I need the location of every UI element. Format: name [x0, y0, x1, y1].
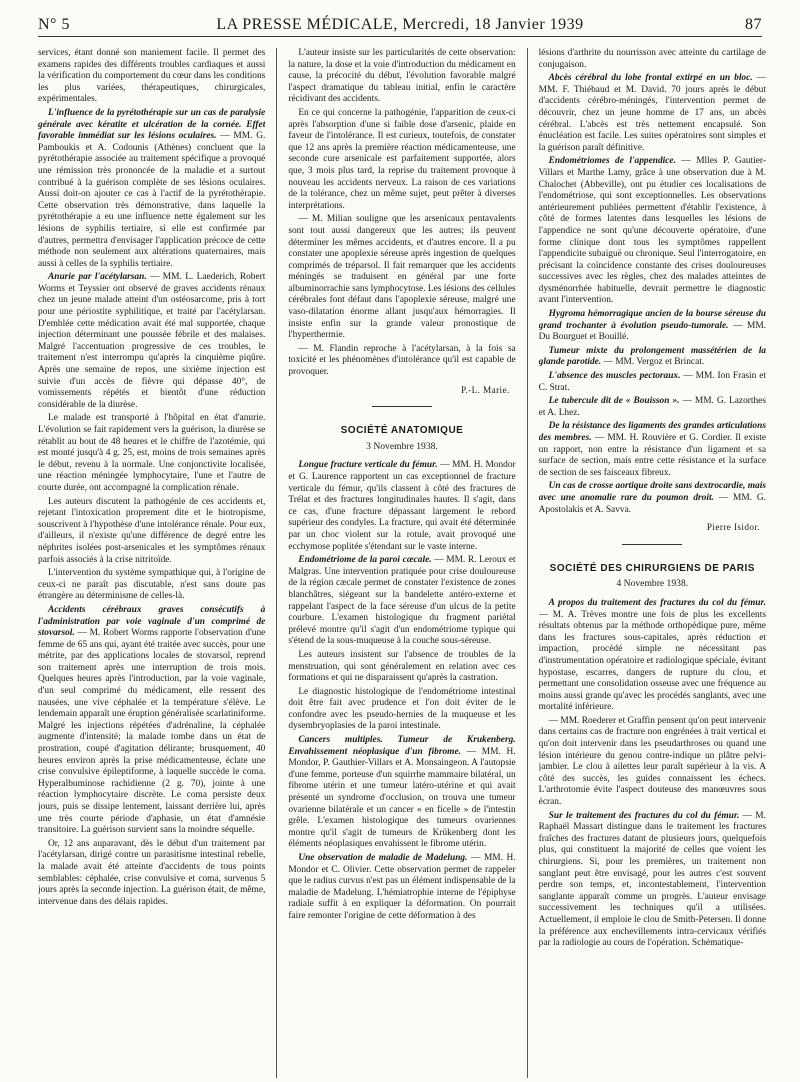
article-title: L'influence de la pyrétothérapie sur un cas de paralysie générale avec kératite et ulcération de la cornée. Effet favorable immédiat sur les lésions oculaires. — [38, 107, 266, 142]
article-text: — MM. G. Apostolakis et A. Savva. — [538, 492, 766, 515]
article-text: — MM. Vergoz et Brincat. — [603, 357, 705, 368]
article-title: Hygroma hémorragique ancien de la bourse séreuse du grand trochanter à évolution pseudo-tumorale. — [538, 309, 766, 331]
article-title: Endométriomes de l'appendice. — [548, 156, 676, 167]
article-title: Sur le traitement des fractures du col du fémur. — [548, 810, 740, 821]
article-endometriomes-appendice — [539, 156, 766, 307]
paragraph: — M. Milian souligne que les arsenicaux pentavalents sont tout aussi dangereux que les autres; ils peuvent déterminer les mêmes accidents, et d'autres encore. Il a pu constater une apoplexie séreuse après ingestion de quelques comprimés de tréparsol. Il fait remarquer que les accidents méningés se traduisent en général par une forte albuminorrachie sans lymphocytose. Les lésions des cellules cérébrales font défaut dans l'apoplexie séreuse, malgré une vaso-dilatation énorme allant jusqu'aux hémorragies. Il insiste enfin sur la grande valeur pronostique de l'hyperthermie. — [288, 214, 516, 341]
article-traitement-col — [539, 811, 766, 950]
journal-title: LA PRESSE MÉDICALE, Mercredi, 18 Janvier 1939 — [216, 16, 584, 33]
paragraph: Les auteurs discutent la pathogénie de ces accidents et, rejetant l'intoxication proprement dite et le biotropisme, souscrivent à l'hypothèse d'une intolérance rénale. Pour eux, d'ailleurs, il n'existe qu'une différence de degré entre les néphrites isolées post-arsenicales et les symptômes rénaux parfois associés à la crise nitritoïde. — [38, 496, 266, 565]
article-text: — MM. H. Mondor et C. Olivier. Cette observation permet de rappeler que le radius curvus n'est pas un élément indispensable de la maladie de Madelung. L'hémiatrophie interne de l'épiphyse radiale suffit à en expliquer la déformation. On pourrait faire remonter l'origine de cette déformation à des — [288, 853, 516, 921]
article-text: — MM. G. Pamboukis et A. Codounis (Athènes) concluent que la pyrétothérapie associée au traitement spécifique a provoqué une rémission très prononcée de la maladie et a surtout contribué à la guérison complète de ses lésions oculaires. Aussi doit-on ajouter ce cas à l'actif de la pyrétothérapie. Cette observation très démonstrative, dans laquelle la pyrétothérapie a eu une influence nette également sur les lésions de syphilis tertiaire, si elle est confirmée par d'autres, permettra d'envisager l'application précoce de cette méthode non seulement aux altérations quaternaires, mais aussi à celles de la syphilis tertiaire. — [38, 131, 266, 269]
section-separator — [372, 406, 432, 407]
article-endometriome — [288, 555, 515, 648]
article-title: Une observation de maladie de Madelung. — [298, 853, 468, 863]
article-title: Anurie par l'acétylarsan. — [48, 272, 147, 283]
paragraph: lésions d'arthrite du nourrisson avec atteinte du cartilage de conjugaison. — [538, 48, 766, 70]
article-text: — MM. G. Lazorthes et A. Lhez. — [538, 396, 766, 418]
article-fracture-femur — [288, 460, 515, 553]
article-pyretotherapie — [38, 108, 265, 270]
author-signature: P.-L. Marie. — [460, 384, 510, 395]
article-hygroma — [539, 309, 766, 344]
article-text: — MM. H. Mondor, P. Gauthier-Villars et A. Monsaingeon. A l'autopsie d'une femme, porteuse d'un squirrhe mammaire bilatéral, un fibrome utérin et une tumeur latéro-utérine et qui avait présenté un syndrome d'occlusion, on trouva une tumeur ovarienne bilatérale et un cancer « en ficelle » de l'intestin grêle. L'examen histologique des tumeurs ovariennes montre qu'il s'agit de tumeurs de Krükenberg dont les éléments néoplasiques envahissent le fibrome utérin. — [288, 746, 516, 850]
article-tumeur-mixte — [539, 346, 766, 369]
article-columns — [38, 48, 766, 1078]
paragraph: L'intervention du système sympathique qui, à l'origine de ceux-ci ne paraît pas discutable, n'est sans doute pas étrangère au déterminisme de celles-là. — [38, 568, 266, 602]
article-cancers-multiples — [288, 735, 515, 851]
paragraph: Le diagnostic histologique de l'endométriome intestinal doit être fait avec prudence et l'on doit éviter de le confondre avec les pseudo-hernies de la muqueuse et les dysembryoplasies de la paroi intestinale. — [288, 686, 516, 732]
article-title: De la résistance des ligaments des grandes articulations des membres. — [538, 421, 766, 443]
article-madelung — [288, 853, 515, 923]
column-divider — [276, 48, 277, 1078]
article-title: A propos du traitement des fractures du col du fémur. — [548, 597, 766, 608]
article-text: — MM. F. Thiébaud et M. David. 70 jours après le début d'accidents cérébro-méningés, l'intervention permet de découvrir, chez un jeune homme de 17 ans, un abcès cérébral. L'abcès est très nettement encapsulé. Son énucléation est facile. Les suites opératoires sont simples et la guérison paraît définitive. — [538, 73, 766, 153]
article-title: Endométriome de la paroi cæcale. — [298, 555, 432, 566]
article-ligaments — [539, 421, 766, 479]
article-text: — M. Robert Worms rapporte l'observation d'une femme de 65 ans qui, ayant été traitée avec succès, pour une métrite, par des applications locales de stovarsol, reprend son traitement après une interruption de trois mois. Quelques heures après l'introduction, par la voie vaginale, d'un seul comprimé du médicament, elle ressent des nausées, une vive céphalée et la température s'élève. Le lendemain apparaît une éruption généralisée scarlatiniforme. Malgré les injections répétées d'adrénaline, la céphalée augmente d'intensité; la malade tombe dans un état de prostration, coupé d'agitation délirante; brusquement, 40 heures environ après la prise médicamenteuse, éclate une crise convulsive épileptiforme, à laquelle succède le coma. Hyperalbuminose rachidienne (2 g. 70), jointe à une réaction lymphocytaire discrète. Le coma persiste deux jours, puis se dissipe lentement, laissant derrière lui, après une très courte période d'aphasie, un état d'amnésie transitoire. La guérison survient sans la moindre séquelle. — [38, 628, 266, 836]
paragraph: — M. Flandin reproche à l'acétylarsan, à la fois sa toxicité et les phénomènes d'intolérance qu'il est capable de provoquer. — [288, 343, 516, 378]
paragraph: Le malade est transporté à l'hôpital en état d'anurie. L'évolution se fait rapidement vers la guérison, la diurèse se rétablit au bout de 48 heures et le chiffre de l'azotémie, qui est monté jusqu'à 4 g. 25, est, moins de trois semaines après le début, revenu à la normale. Une conjonctivite localisée, une réaction méningée lymphocytaire, l'une et l'autre de courte durée, ont accompagné la complication rénale. — [38, 413, 266, 493]
article-text: — MM. Du Bourguet et Bouillé. — [538, 320, 766, 343]
article-fractures-col — [539, 598, 766, 714]
article-anurie — [38, 272, 265, 411]
paragraph: — MM. Roederer et Graffin pensent qu'on peut intervenir dans certains cas de fracture non engrénées à trait vertical et qu'on doit intervenir dans les pseudarthroses ou quand une lésion intérieure du genou contre-indique un plâtre pelvi-jambier. Le clou à ailettes leur paraît supérieur à la vis. A côté des succès, les guides connaissent les échecs. L'arthrotomie évite l'aspect douteuse des manœuvres sous écran. — [538, 715, 766, 808]
article-title: Longue fracture verticale du fémur. — [298, 460, 438, 471]
column-2 — [288, 48, 515, 1078]
article-text: — M. A. Trèves montre une fois de plus les excellents résultats obtenus par la méthode orthopédique pure, même dans les fractures sous-capitales, après réduction et impaction, procédé simple ne nécessitant pas d'instrumentation opératoire et radiologique spéciale, évitant hypostase, escarres, dangers de rupture du clou, et permettant une consolidation osseuse avec une fréquence au moins aussi grande qu'avec les procédés sanglants, avec une mortalité inférieure. — [538, 609, 766, 713]
session-date: 3 Novembre 1938. — [366, 440, 438, 452]
paragraph: Les auteurs insistent sur l'absence de troubles de la menstruation, qui sont généralement en relation avec ces formations et qui ne disparaissent qu'après la castration. — [288, 649, 516, 684]
column-divider — [527, 48, 528, 1078]
section-separator — [622, 544, 682, 545]
article-text: — Mlles P. Gautier-Villars et Marthe Lamy, grâce à une observation due à M. Chalochet (Abbeville), ont pu étudier ces localisations de l'endométriose, qui sont exceptionnelles. Les observations antérieurement publiées permettent d'établir l'existence, à côté de formes latentes dans lesquelles les lésions de l'appendice ne sont qu'une découverte opératoire, d'une forme clinique dont tous les symptômes rappellent l'appendicite subaiguë ou chronique. Seul l'interrogatoire, en précisant la coïncidence constante des crises douloureuses successives avec les règles, chez des malades atteintes de dysménorrhée habituelle, devrait permettre le diagnostic avant l'intervention. — [538, 156, 766, 306]
article-title: Abcès cérébral du lobe frontal extirpé en un bloc. — [548, 73, 753, 84]
paragraph: En ce qui concerne la pathogénie, l'apparition de ceux-ci après l'absorption d'une si faible dose d'arsenic, plaide en faveur de l'intolérance. Il est curieux, toutefois, de constater que 12 ans après la première réaction médicamenteuse, une seconde cure arsenicale est parfaitement supportée, alors que, 3 mois plus tard, la reprise du traitement provoque à nouveau les accidents nerveux. La raison de ces variations de la tolérance, chez un même sujet, peut prêter à diverses interprétations. — [288, 107, 516, 211]
column-3 — [539, 48, 766, 1078]
article-title: Accidents cérébraux graves consécutifs à l'administration par voie vaginale d'un comprimé de stovarsol. — [38, 604, 266, 639]
article-text: — M. Raphaël Massart distingue dans le traitement les fractures fraîches des fractures datant de plusieurs jours, quelquefois plus, qui constituent la majorité de celles que voient les chirurgiens. Si, pour les premières, un traitement non sanglant peut être envisagé, pour les autres c'est souvent perdre son temps, et, incontestablement, l'intervention sanglante apparaît comme un progrès. L'auteur envisage successivement les techniques qu'il a utilisées. Actuellement, il emploie le clou de Smith-Petersen. Il donne la préférence aux enchevillements intra-cervicaux vérifiés par la radiologie au cours de l'opération. Schématique- — [538, 810, 766, 949]
page-header — [38, 10, 762, 36]
article-text: — MM. R. Leroux et Malgras. Une intervention pratiquée pour crise douloureuse de la région cæcale permet de constater l'existence de zones blanchâtres, siégeant sur la bandelette antéro-externe et rappelant l'aspect de la face séreuse d'un ulcus de la petite courbure. L'examen histologique du fragment pariétal prélevé montre qu'il s'agit d'un endométriome typique qui s'étend de la sous-muqueuse à la couche sous-séreuse. — [288, 555, 516, 647]
article-title: L'absence des muscles pectoraux. — [548, 371, 681, 382]
column-1 — [38, 48, 265, 1078]
article-abces — [539, 73, 766, 154]
paragraph: Or, 12 ans auparavant, dès le début d'un traitement par l'acétylarsan, dirigé contre un parasitisme intestinal rebelle, la malade avait été atteinte d'accidents de tous points semblables: céphalée, crise convulsive et coma, survenus 5 jours après la seconde injection. La guérison était, de même, intervenue dans des délais rapides. — [38, 838, 266, 907]
header-rule — [38, 36, 762, 37]
issue-number: N° 5 — [38, 16, 70, 33]
article-text: — MM. H. Mondor et G. Laurence rapportent un cas exceptionnel de fracture verticale du fémur, qu'ils classent à côté des fractures de Trélat et des fractures longitudinales hautes. Il s'agit, dans ce cas, d'une fracture dépassant largement le rebord supérieur des condyles. La fracture, qui avait été déterminée par un choc violent sur la rotule, avait provoqué une ecchymose poplitée s'étendant sur le vaste interne. — [288, 460, 516, 552]
article-pectoraux — [539, 371, 766, 394]
article-crosse-aortique — [539, 481, 766, 516]
paragraph: L'auteur insiste sur les particularités de cette observation: la nature, la dose et la voie d'introduction du médicament en cause, la précocité du début, l'évolution favorable malgré l'aspect dramatique du tableau initial, enfin le caractère récidivant des accidents. — [288, 48, 516, 105]
section-heading: SOCIÉTÉ ANATOMIQUE — [340, 425, 464, 437]
article-text: — MM. Ion Frasin et C. Strat. — [538, 371, 766, 393]
author-signature: Pierre Isidor. — [706, 522, 760, 533]
article-title: Un cas de crosse aortique droite sans dextrocardie, mais avec une anomalie rare du poumon droit. — [538, 481, 766, 503]
article-title: Le tubercule dit de « Bouisson ». — [548, 396, 680, 407]
paragraph: services, étant donné son maniement facile. Il permet des examens rapides des différents troubles cardiaques et aussi la vérification du comportement du cœur dans les conditions les plus variées, thérapeutiques, chirurgicales, expérimentales. — [38, 48, 266, 105]
article-title: Tumeur mixte du prolongement massétérien de la glande parotide. — [538, 345, 766, 368]
section-heading: SOCIÉTÉ DES CHIRURGIENS DE PARIS — [549, 562, 755, 574]
article-text: — MM. H. Rouvière et G. Cordier. Il existe un rapport, non entre la résistance d'un ligament et sa surface de section, mais entre cette résistance et la surface de section de ses faisceaux fibreux. — [538, 433, 766, 478]
page-number: 87 — [745, 16, 762, 33]
session-date: 4 Novembre 1938. — [616, 578, 689, 590]
article-text: — MM. L. Laederich, Robert Worms et Teyssier ont observé de graves accidents rénaux chez un jeune malade atteint d'un ostéosarcome, pris à tort pour une périostite syphilitique, et traité par l'acétylarsan. D'emblée cette médication avait été mal supportée, chaque injection déterminant une poussée fébrile et des malaises. Malgré l'accentuation progressive de ces troubles, le traitement n'est interrompu qu'après la cinquième piqûre. Après une semaine de repos, une sixième injection est suivie d'un accès de fièvre qui dépasse 40°, de vomissements répétés et bientôt d'une réduction considérable de la diurèse. — [38, 272, 266, 410]
article-accidents-cerebraux — [38, 605, 265, 837]
article-bouisson — [539, 396, 766, 419]
article-title: Cancers multiples. Tumeur de Krukenberg. Envahissement néoplasique d'un fibrome. — [288, 735, 516, 757]
